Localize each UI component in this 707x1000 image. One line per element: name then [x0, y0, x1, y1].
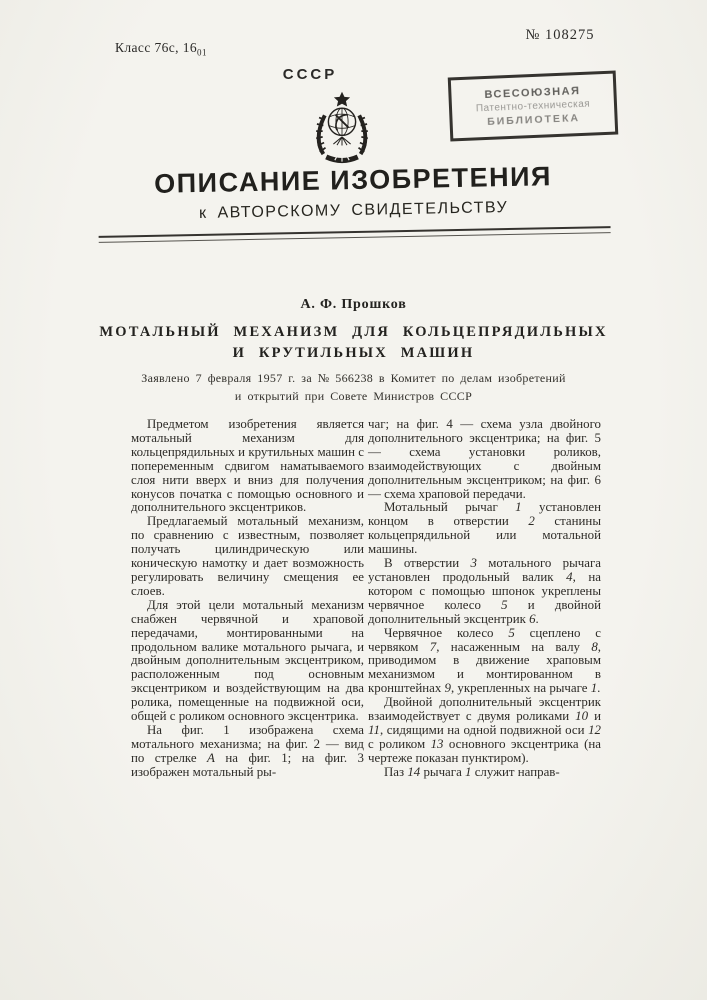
- document-subtitle: к АВТОРСКОМУ СВИДЕТЕЛЬСТВУ: [198, 199, 509, 222]
- library-stamp: [448, 71, 619, 142]
- stamp-line-1: ВСЕСОЮЗНАЯ: [484, 84, 581, 101]
- filing-info: [0, 369, 707, 405]
- ussr-coat-of-arms-icon: [306, 91, 378, 167]
- body-paragraph: На фиг. 1 изображена схема мотального механизма; на фиг. 2 — вид по стрелке А на фиг. 1; на фиг. 3 изображен мотальный ры-: [131, 722, 364, 779]
- body-paragraph: Паз 14 рычага 1 служит направ-: [384, 764, 560, 779]
- class-number-subscript: 01: [197, 47, 207, 58]
- patent-number: № 108275: [525, 27, 595, 43]
- filing-info-line-2: и открытий при Совете Министров СССР: [234, 389, 473, 403]
- invention-title: [0, 322, 707, 364]
- document-title: ОПИСАНИЕ ИЗОБРЕТЕНИЯ: [153, 161, 553, 199]
- body-paragraph: Мотальный рычаг 1 установлен концом в отверстии 2 станины кольцепрядильной или мотальной машины.: [368, 500, 601, 557]
- body-paragraph: Двойной дополнительный эксцентрик взаимодействует с двумя роликами 10 и 11, сидящими на одной подвижной оси 12 с роликом 13 основного эксцентрика (на чертеже показан пунктиром).: [368, 695, 601, 765]
- invention-title-line-1: МОТАЛЬНЫЙ МЕХАНИЗМ ДЛЯ КОЛЬЦЕПРЯДИЛЬНЫХ: [99, 324, 608, 340]
- body-paragraph: Червячное колесо 5 сцеплено с червяком 7, насаженным на валу 8, приводимом в движение храповым механизмом и монтированном в кронштейнах 9, укрепленных на рычаге 1.: [368, 625, 602, 696]
- body-paragraph: чаг; на фиг. 4 — схема узла двойного дополнительного эксцентрика; на фиг. 5 — схема установки роликов, взаимодействующих с двойным дополнительным эксцентриком; на фиг. 6 — схема храповой передачи.: [368, 417, 601, 501]
- body-paragraph: Предметом изобретения является мотальный механизм для кольцепрядильных и крутильных машин с попеременным сдвигом наматываемого слоя нити вверх и вниз для получения конусов початка с помощью основного и дополнительного эксцентриков.: [131, 417, 364, 515]
- invention-title-line-2: И КРУТИЛЬНЫХ МАШИН: [232, 345, 475, 361]
- body-column-right: [368, 418, 601, 780]
- body-paragraph: Для этой цели мотальный механизм снабжен червячной и храповой передачами, монтированными на продольном валике мотального рычага, и двойным дополнительным эксцентриком, расположенным под основным эксцентриком и воздействующим на два ролика, помещенные на подвижной оси, общей с роликом основного эксцентрика.: [131, 597, 364, 724]
- class-number-label: [115, 40, 207, 58]
- country-label: СССР: [282, 66, 338, 83]
- stamp-line-2: Патентно-техническая: [475, 98, 591, 114]
- body-paragraph: Предлагаемый мотальный механизм, по сравнению с известным, позволяет получать цилиндрическую или коническую намотку и дает возможность регулировать величину смещения ее слоев.: [131, 514, 364, 598]
- filing-info-line-1: Заявлено 7 февраля 1957 г. за № 566238 в Комитет по делам изобретений: [141, 371, 566, 385]
- author-name: А. Ф. Прошков: [300, 297, 407, 312]
- stamp-line-3: БИБЛИОТЕКА: [486, 111, 581, 128]
- class-number-text: Класс 76с, 16: [115, 40, 198, 55]
- document-heading: [0, 158, 707, 245]
- title-divider: [98, 226, 610, 243]
- body-paragraph: В отверстии 3 мотального рычага установлен продольный валик 4, на котором с помощью шпонок укреплены червячное колесо 5 и двойной дополнительный эксцентрик 6.: [368, 556, 601, 626]
- body-column-left: [131, 418, 364, 780]
